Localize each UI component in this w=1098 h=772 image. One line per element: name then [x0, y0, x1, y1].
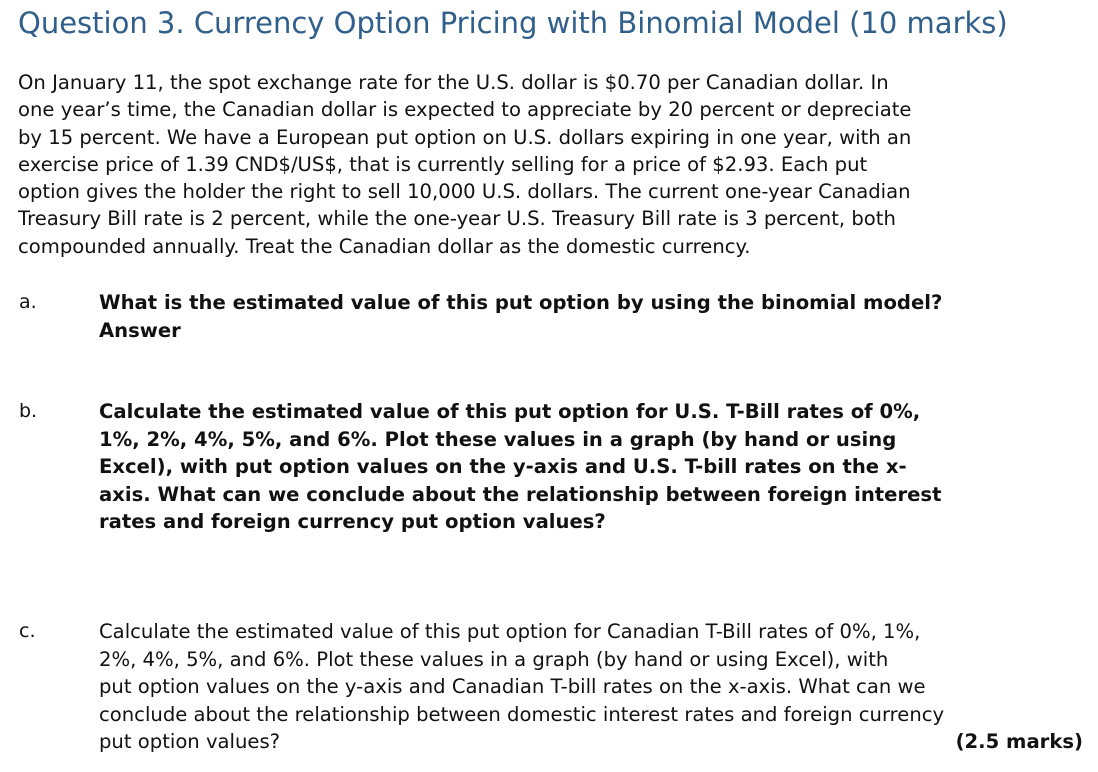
part-a-line: What is the estimated value of this put option by using the binomial model?	[99, 291, 943, 314]
intro-line: one year’s time, the Canadian dollar is expected to appreciate by 20 percent or depreciate	[18, 98, 912, 122]
intro-line: Treasury Bill rate is 2 percent, while the one-year U.S. Treasury Bill rate is 3 percent, both	[18, 207, 896, 231]
intro-line: compounded annually. Treat the Canadian dollar as the domestic currency.	[18, 234, 751, 258]
part-c-last-row	[99, 728, 1083, 756]
part-c-line: 2%, 4%, 5%, and 6%. Plot these values in a graph (by hand or using Excel), with	[99, 647, 889, 671]
part-b-line: 1%, 2%, 4%, 5%, and 6%. Plot these values in a graph (by hand or using	[99, 427, 897, 451]
question-intro	[18, 69, 1080, 260]
intro-line: by 15 percent. We have a European put option on U.S. dollars expiring in one year, with an	[18, 125, 912, 149]
intro-line: On January 11, the spot exchange rate for the U.S. dollar is $0.70 per Canadian dollar. In	[18, 71, 889, 94]
part-b-line: axis. What can we conclude about the relationship between foreign interest	[99, 482, 942, 506]
intro-line: exercise price of 1.39 CND$/US$, that is currently selling for a price of $2.93. Each put	[18, 152, 868, 176]
part-c-line: put option values on the y-axis and Canadian T-bill rates on the x-axis. What can we	[99, 675, 926, 698]
question-title: Question 3. Currency Option Pricing with Binomial Model (10 marks)	[18, 6, 1008, 40]
part-a-text	[99, 289, 1089, 344]
part-b-line: Excel), with put option values on the y-axis and U.S. T-bill rates on the x-	[99, 455, 907, 478]
part-c-label: c.	[19, 620, 36, 642]
part-c-text	[99, 618, 1089, 756]
part-b-label: b.	[19, 400, 38, 422]
part-c-marks: (2.5 marks)	[955, 730, 1083, 753]
part-b-line: Calculate the estimated value of this put option for U.S. T-Bill rates of 0%,	[99, 400, 921, 423]
part-c-line: conclude about the relationship between domestic interest rates and foreign currency	[99, 702, 945, 726]
part-c-line: Calculate the estimated value of this put option for Canadian T-Bill rates of 0%, 1%,	[99, 620, 921, 643]
intro-line: option gives the holder the right to sell 10,000 U.S. dollars. The current one-year Canadian	[18, 180, 911, 204]
part-b-text	[99, 398, 1089, 536]
part-a-label: a.	[19, 291, 37, 313]
part-a-line: Answer	[99, 318, 181, 342]
part-b-line: rates and foreign currency put option values?	[99, 510, 606, 533]
part-c-line: put option values?	[99, 730, 281, 753]
